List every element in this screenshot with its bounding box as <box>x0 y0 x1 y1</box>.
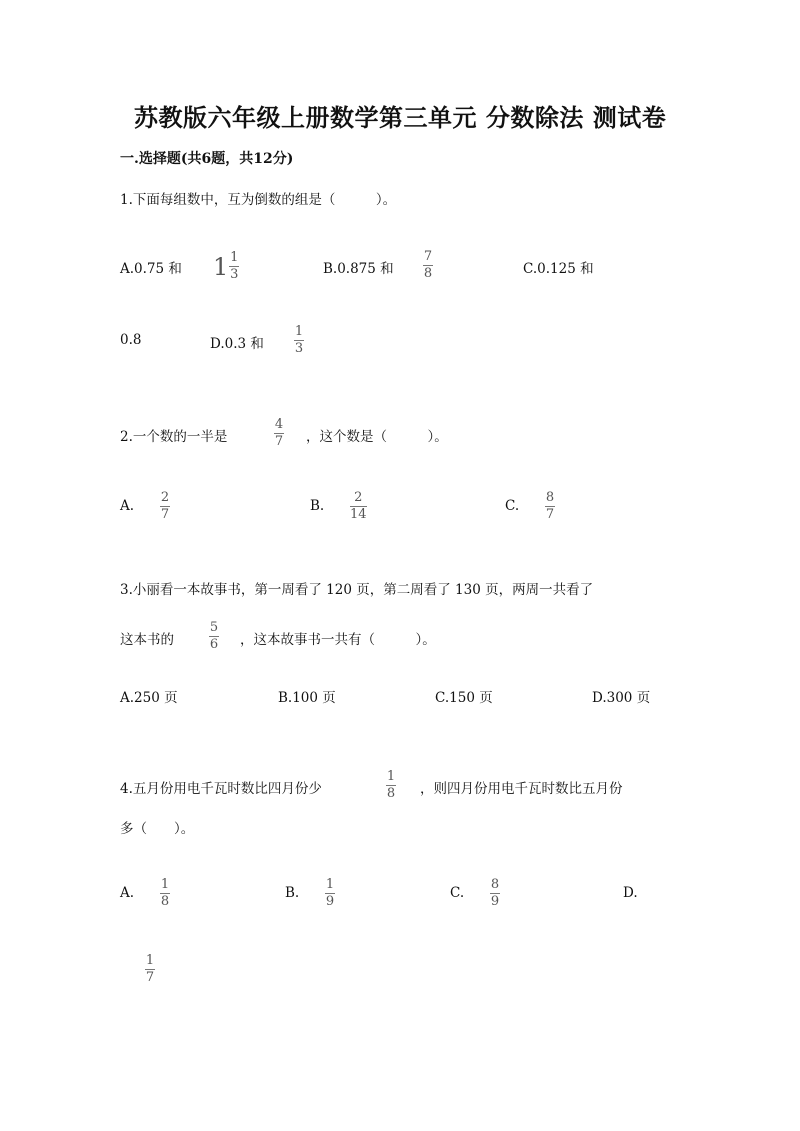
denominator: 8 <box>160 894 170 909</box>
q2-option-b-fraction <box>350 491 367 522</box>
section-heading: 一.选择题(共6题，共12分) <box>120 151 294 167</box>
q2-option-a-fraction <box>160 491 170 522</box>
q4-option-a-label: A. <box>120 885 135 901</box>
q2-stem-fraction <box>274 418 284 449</box>
numerator: 1 <box>145 953 155 968</box>
q2-option-c-label: C. <box>505 498 520 514</box>
q4-option-c-label: C. <box>450 885 465 901</box>
q4-option-c-fraction <box>490 878 500 909</box>
q4-option-a-fraction <box>160 878 170 909</box>
q2-option-c-fraction <box>545 491 555 522</box>
numerator: 2 <box>160 490 170 505</box>
denominator: 14 <box>350 507 367 522</box>
numerator: 2 <box>354 490 363 505</box>
q1-option-a-whole: 1 <box>213 252 229 281</box>
q3-option-c: C.150 页 <box>435 690 493 706</box>
q1-option-b-label: B.0.875 和 <box>323 261 394 277</box>
q3-stem-line2-prefix: 这本书的 <box>120 632 174 648</box>
q4-option-d-label: D. <box>623 885 638 901</box>
numerator: 8 <box>545 490 555 505</box>
denominator: 6 <box>209 637 219 652</box>
denominator: 3 <box>294 341 304 356</box>
denominator: 8 <box>423 266 433 281</box>
denominator: 9 <box>325 894 335 909</box>
q3-option-a: A.250 页 <box>120 690 178 706</box>
q1-option-a-label: A.0.75 和 <box>120 261 182 277</box>
q4-option-b-fraction <box>325 878 335 909</box>
q2-stem-prefix: 2.一个数的一半是 <box>120 429 228 445</box>
q1-option-c-continued: 0.8 <box>120 332 142 348</box>
q1-option-d-label: D.0.3 和 <box>210 336 264 352</box>
q1-stem: 1.下面每组数中，互为倒数的组是（ ）。 <box>120 192 397 208</box>
numerator: 1 <box>294 324 304 339</box>
denominator: 9 <box>490 894 500 909</box>
denominator: 3 <box>230 267 239 282</box>
numerator: 4 <box>274 417 284 432</box>
q2-stem-suffix: ，这个数是（ ）。 <box>306 429 448 445</box>
denominator: 7 <box>160 507 170 522</box>
q4-stem-suffix: ，则四月份用电千瓦时数比五月份 <box>420 781 623 797</box>
numerator: 7 <box>423 249 433 264</box>
q1-option-c-label: C.0.125 和 <box>523 261 594 277</box>
page-title: 苏教版六年级上册数学第三单元 分数除法 测试卷 <box>134 103 667 132</box>
numerator: 1 <box>325 877 335 892</box>
q1-option-d-fraction <box>294 325 304 356</box>
q3-stem-line2-suffix: ，这本故事书一共有（ ）。 <box>240 632 436 648</box>
q1-option-a-mixed-number <box>213 251 239 282</box>
numerator: 1 <box>386 769 396 784</box>
q3-stem-line1: 3.小丽看一本故事书，第一周看了 120 页，第二周看了 130 页，两周一共看了 <box>120 582 594 598</box>
denominator: 7 <box>274 434 284 449</box>
q4-stem-line2: 多（ ）。 <box>120 821 195 837</box>
q4-stem-prefix: 4.五月份用电千瓦时数比四月份少 <box>120 781 322 797</box>
q2-option-b-label: B. <box>310 498 325 514</box>
numerator: 8 <box>490 877 500 892</box>
q1-option-b-fraction <box>423 250 433 281</box>
q4-stem-fraction <box>386 770 396 801</box>
denominator: 7 <box>545 507 555 522</box>
q1-option-a-fraction <box>229 251 239 282</box>
q4-option-d-fraction <box>145 954 155 985</box>
numerator: 1 <box>230 250 239 265</box>
q3-option-b: B.100 页 <box>278 690 336 706</box>
denominator: 7 <box>145 970 155 985</box>
q4-option-b-label: B. <box>285 885 300 901</box>
q2-option-a-label: A. <box>120 498 135 514</box>
numerator: 1 <box>160 877 170 892</box>
q3-option-d: D.300 页 <box>592 690 651 706</box>
numerator: 5 <box>209 620 219 635</box>
denominator: 8 <box>386 786 396 801</box>
q3-stem-fraction <box>209 621 219 652</box>
